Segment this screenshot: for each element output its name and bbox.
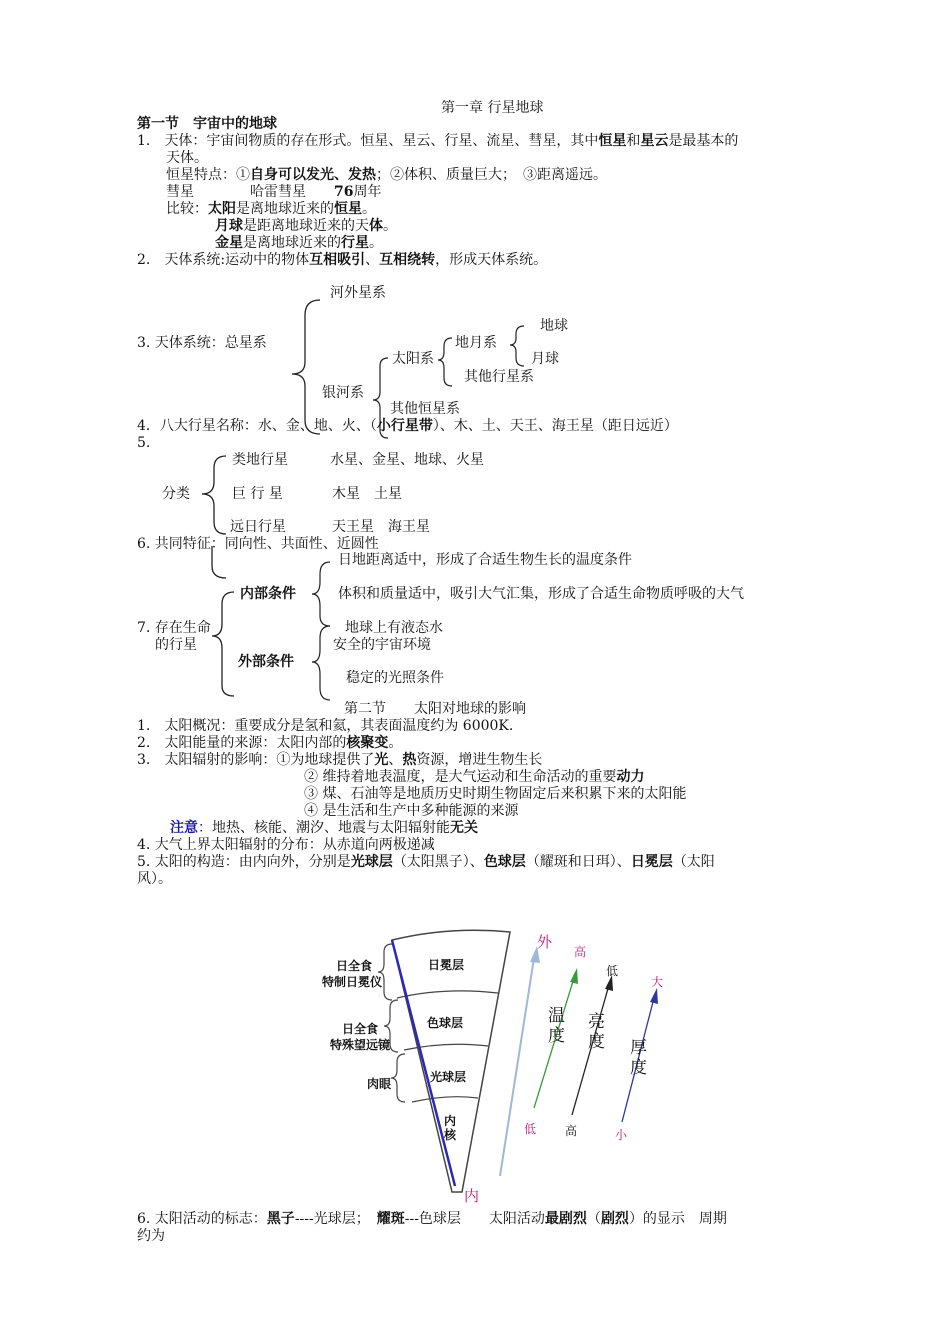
item-s2-1: 1. 太阳概况：重要成分是氢和氦，其表面温度约为 6000K. [137,718,514,734]
fig-thick-a: 厚 [630,1038,647,1058]
brace-earth-moon [510,326,524,366]
fig-thick-top: 大 [651,975,664,989]
fig-obs2-a: 日全食 [342,1022,379,1036]
fig-bright-top: 低 [606,964,619,978]
brace-galaxy [292,300,320,434]
terrestrial-list: 水星、金星、地球、火星 [330,452,484,468]
item-s2-4: 4. 大气上界太阳辐射的分布：从赤道向两极递减 [137,837,435,853]
item-s2-3-3: ③ 煤、石油等是地质历史时期生物固定后来积累下来的太阳能 [304,786,687,802]
classification: 分类 [162,486,190,502]
condition-3: 地球上有液态水 [345,620,443,636]
terrestrial: 类地行星 [232,452,288,468]
other-star-systems: 其他恒星系 [390,401,460,417]
chapter-title: 第一章 行星地球 [441,100,544,116]
moon: 月球 [531,351,559,367]
condition-4: 安全的宇宙环境 [333,637,431,653]
fig-bright-b: 度 [588,1032,605,1052]
item-s2-5-cont: 风）。 [137,871,172,887]
brace-life [212,592,234,696]
fig-temp-b: 度 [548,1026,565,1046]
star-features: 恒星特点：①自身可以发光、发热；②体积、质量巨大； ③距离遥远。 [166,167,607,183]
fig-obs2-b: 特殊望远镜 [330,1038,391,1052]
item-6: 6. 共同特征：同向性、共面性、近圆性 [137,536,379,552]
item-5-label: 5. [137,435,151,451]
other-planet-systems: 其他行星系 [464,369,534,385]
earth: 地球 [540,318,568,334]
item-1-cont: 天体。 [166,150,208,166]
item-7-a: 7. 存在生命 [137,620,211,636]
giant-list: 木星 土星 [332,486,402,502]
far-list: 天王星 海王星 [332,519,430,535]
section-1-title: 第一节 宇宙中的地球 [137,116,277,132]
solar-system: 太阳系 [392,351,434,367]
fig-photosphere: 光球层 [430,1070,467,1084]
fig-chromosphere: 色球层 [427,1016,464,1030]
milky-way: 银河系 [322,385,364,401]
fig-outer: 外 [537,933,553,951]
inner-conditions: 内部条件 [240,586,296,602]
item-s2-3: 3. 太阳辐射的影响：①为地球提供了光、热资源，增进生物生长 [137,752,543,768]
compare-venus: 金星是离地球近来的行星。 [215,235,383,251]
item-s2-6-cont: 约为 [137,1228,165,1244]
item-1: 1. 天体：宇宙间物质的存在形式。恒星、星云、行星、流星、彗星，其中恒星和星云是最基本的 [137,133,739,149]
fig-temp-a: 温 [548,1006,565,1026]
fig-core-b: 核 [444,1128,457,1142]
fig-obs3: 肉眼 [367,1077,392,1091]
outer-conditions: 外部条件 [238,654,294,670]
brace-classification [202,456,226,534]
giant-planets: 巨 行 星 [232,486,283,502]
earth-moon-system: 地月系 [455,335,497,351]
condition-2: 体积和质量适中，吸引大气汇集，形成了合适生命物质呼吸的大气 [338,586,744,602]
fig-inner: 内 [464,1187,480,1205]
fig-bright-bottom: 高 [565,1124,578,1138]
item-s2-3-4: ④ 是生活和生产中多种能源的来源 [304,803,519,819]
fig-temp-high: 高 [574,945,587,959]
item-2: 2. 天体系统:运动中的物体互相吸引、互相绕转，形成天体系统。 [137,252,548,268]
fig-corona: 日冕层 [428,958,465,972]
far-planets: 远日行星 [230,519,286,535]
item-4: 4．八大行星名称：水、金、地、火、（小行星带）、木、土、天王、海王星（距日远近） [137,418,678,434]
fig-thick-bottom: 小 [615,1128,628,1142]
item-7-b: 的行星 [155,637,197,653]
extragalactic: 河外星系 [330,285,386,301]
fig-core-a: 内 [444,1114,457,1128]
comet-line: 彗星 哈雷彗星 76周年 [166,184,382,200]
compare-sun: 比较：太阳是离地球近来的恒星。 [166,201,376,217]
brace-inner [312,562,330,626]
brace-solar-system [438,338,452,386]
condition-5: 稳定的光照条件 [346,670,444,686]
section-2-title: 第二节 太阳对地球的影响 [344,701,526,717]
fig-obs1-b: 特制日冕仪 [322,975,383,989]
brace-outer [312,626,330,700]
item-s2-5: 5. 太阳的构造：由内向外，分别是光球层（太阳黑子）、色球层（耀斑和日珥）、日冕层（太阳 [137,854,715,870]
item-s2-3-2: ② 维持着地表温度，是大气运动和生命活动的重要动力 [304,769,645,785]
item-3-label: 3. 天体系统：总星系 [137,335,267,351]
item-s2-2: 2. 太阳能量的来源：太阳内部的核聚变。 [137,735,403,751]
note: 注意：地热、核能、潮汐、地震与太阳辐射能无关 [170,820,478,836]
fig-obs1-a: 日全食 [336,959,373,973]
fig-thick-b: 度 [630,1058,647,1078]
compare-moon: 月球是距离地球近来的天体。 [215,218,397,234]
condition-1: 日地距离适中，形成了合适生物生长的温度条件 [338,552,632,568]
fig-bright-a: 亮 [588,1012,605,1032]
fig-temp-low: 低 [524,1122,537,1136]
item-s2-6: 6. 太阳活动的标志：黑子----光球层； 耀斑---色球层 太阳活动最剧烈（剧烈）的显示 周期 [137,1211,727,1227]
